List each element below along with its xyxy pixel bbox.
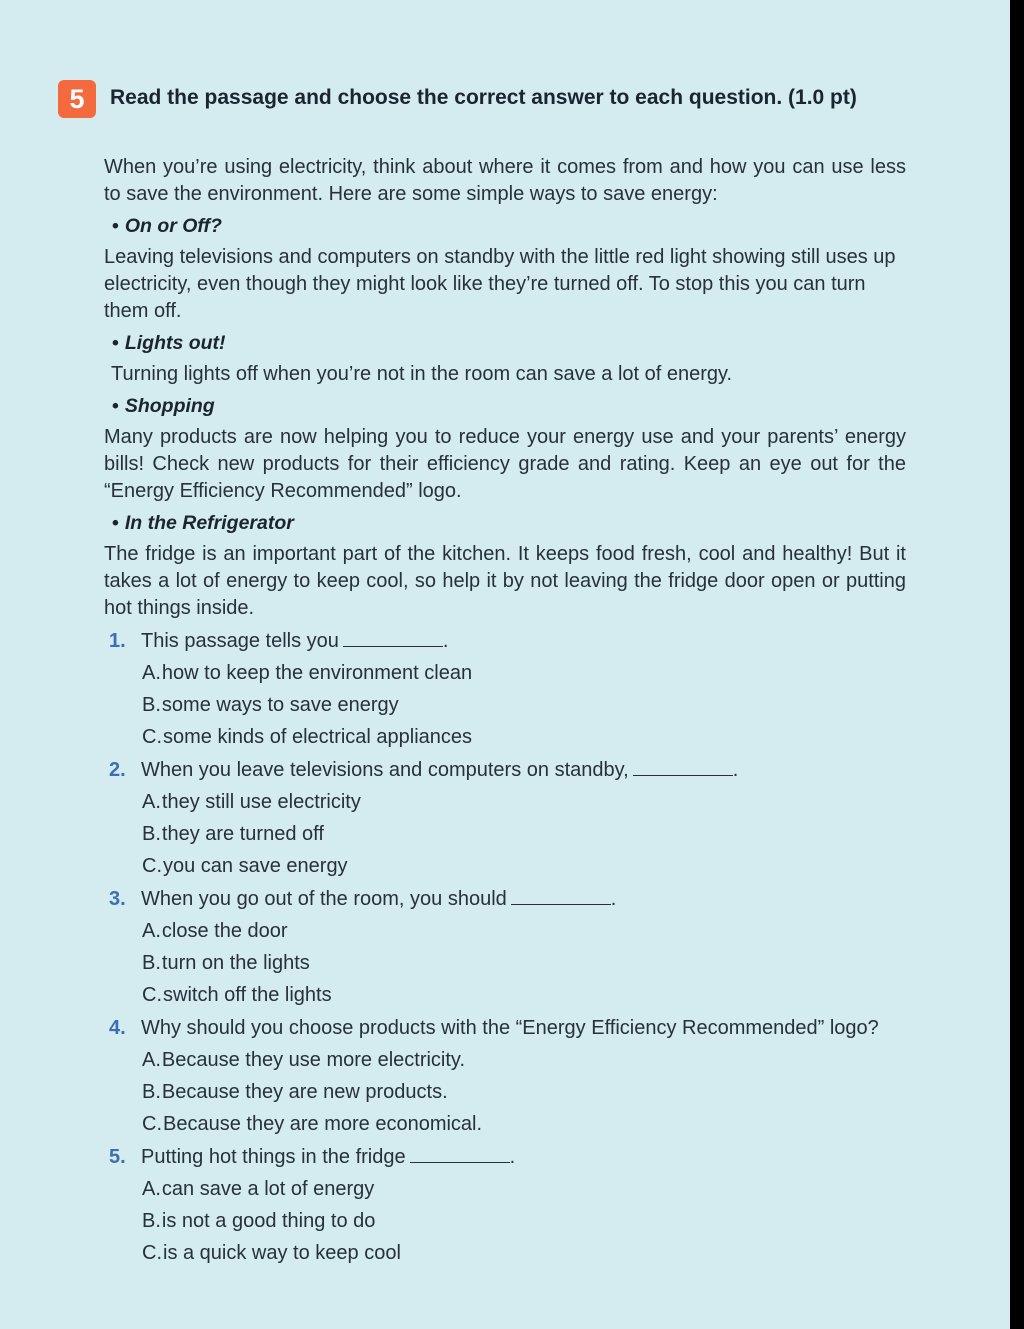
- section-heading: • Lights out!: [112, 332, 226, 354]
- section-heading: • Shopping: [112, 395, 215, 417]
- question-text: Why should you choose products with the “Energy Efficiency Recommended” logo?: [141, 1017, 879, 1039]
- exercise-instructions: Read the passage and choose the correct answer to each question. (1.0 pt): [110, 86, 857, 109]
- question-3: [104, 886, 906, 1009]
- answer-option[interactable]: A.they still use electricity: [142, 791, 361, 813]
- section-heading: • In the Refrigerator: [112, 512, 294, 534]
- bullet-icon: •: [112, 332, 119, 354]
- answer-option[interactable]: A.can save a lot of energy: [142, 1178, 375, 1200]
- answer-option[interactable]: A.Because they use more electricity.: [142, 1049, 466, 1071]
- answer-option[interactable]: C.Because they are more economical.: [142, 1113, 483, 1135]
- section-text: Turning lights off when you’re not in the room can save a lot of energy.: [111, 363, 733, 385]
- answer-blank[interactable]: [343, 628, 443, 647]
- question-list: [104, 628, 906, 1267]
- question-text: Putting hot things in the fridge .: [141, 1146, 516, 1168]
- answer-option[interactable]: B.they are turned off: [142, 823, 324, 845]
- question-number: 3.: [109, 888, 126, 910]
- question-text: When you leave televisions and computers on standby, .: [141, 759, 739, 781]
- answer-option[interactable]: C.switch off the lights: [142, 984, 332, 1006]
- passage-intro: When you’re using electricity, think about where it comes from and how you can use less to save the environment. Here are some simple ways to save energy:: [104, 156, 906, 205]
- question-2: [104, 757, 906, 880]
- question-text: This passage tells you .: [141, 630, 449, 652]
- answer-option[interactable]: C.is a quick way to keep cool: [142, 1242, 401, 1264]
- question-4: [104, 1015, 906, 1138]
- exercise-number-badge: 5: [58, 80, 96, 118]
- answer-blank[interactable]: [511, 886, 611, 905]
- answer-option[interactable]: A.how to keep the environment clean: [142, 662, 473, 684]
- section-text: The fridge is an important part of the kitchen. It keeps food fresh, cool and healthy! But it takes a lot of energy to keep cool, so help it by not leaving the fridge door open or putting hot things inside.: [104, 543, 906, 619]
- question-number: 5.: [109, 1146, 126, 1168]
- reading-passage: [104, 154, 906, 1267]
- question-number: 1.: [109, 630, 126, 652]
- section-text: Leaving televisions and computers on standby with the little red light showing still uses up electricity, even though they might look like they’re turned off. To stop this you can turn them off.: [104, 246, 896, 322]
- answer-option[interactable]: A.close the door: [142, 920, 288, 942]
- answer-option[interactable]: B.is not a good thing to do: [142, 1210, 376, 1232]
- answer-option[interactable]: B.some ways to save energy: [142, 694, 399, 716]
- answer-blank[interactable]: [633, 757, 733, 776]
- question-text: When you go out of the room, you should .: [141, 888, 617, 910]
- section-heading: • On or Off?: [112, 215, 222, 237]
- question-1: [104, 628, 906, 751]
- answer-blank[interactable]: [410, 1144, 510, 1163]
- answer-option[interactable]: B.Because they are new products.: [142, 1081, 448, 1103]
- answer-option[interactable]: C.you can save energy: [142, 855, 348, 877]
- question-number: 2.: [109, 759, 126, 781]
- question-5: [104, 1144, 906, 1267]
- answer-option[interactable]: B.turn on the lights: [142, 952, 310, 974]
- bullet-icon: •: [112, 395, 119, 417]
- bullet-icon: •: [112, 215, 119, 237]
- bullet-icon: •: [112, 512, 119, 534]
- question-number: 4.: [109, 1017, 126, 1039]
- section-text: Many products are now helping you to reduce your energy use and your parents’ energy bills! Check new products for their efficiency grade and rating. Keep an eye out for the “Energy Efficiency Recommended” logo.: [104, 426, 906, 502]
- answer-option[interactable]: C.some kinds of electrical appliances: [142, 726, 473, 748]
